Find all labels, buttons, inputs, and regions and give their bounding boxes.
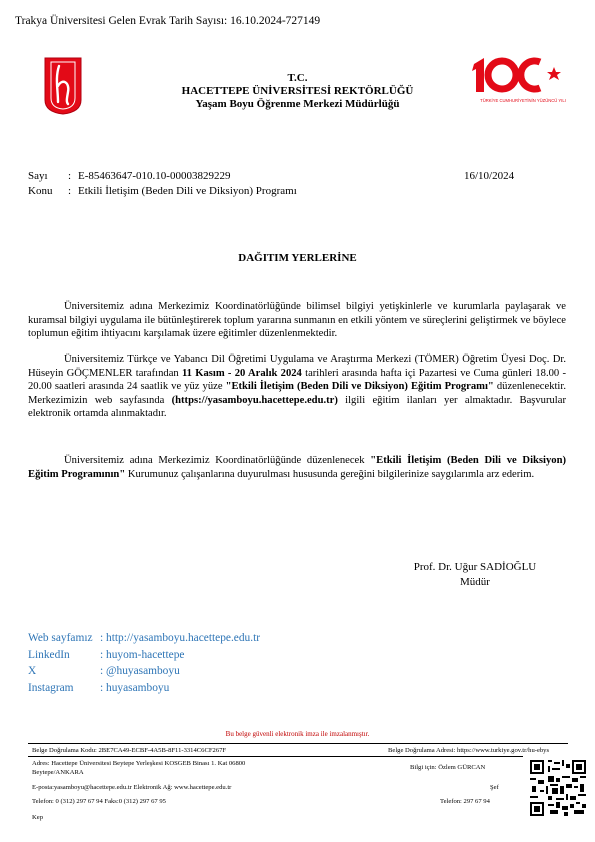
link-x[interactable]: X : @huyasamboyu — [28, 665, 180, 677]
footer-phone: Telefon: 0 (312) 297 67 94 Faks:0 (312) 297 67 95 — [32, 798, 166, 805]
signatory-role: Müdür — [460, 576, 490, 588]
program-name-2: "Etkili İletişim (Beden Dili ve Diksiyon) Eğitim Programının" — [28, 455, 566, 480]
distribution-title: DAĞITIM YERLERİNE — [238, 252, 357, 264]
republic-100-logo-icon — [468, 54, 578, 106]
signatory-name: Prof. Dr. Uğur SADİOĞLU — [413, 561, 537, 573]
konu-value: Etkili İletişim (Beden Dili ve Diksiyon) Programı — [78, 185, 297, 197]
footer-email: E-posta:yasamboyu@hacettepe.edu.tr Elektronik Ağ: www.hacettepe.edu.tr — [32, 784, 232, 791]
footer-divider — [28, 743, 568, 744]
document-date: 16/10/2024 — [464, 170, 515, 182]
paragraph-2: Üniversitemiz Türkçe ve Yabancı Dil Öğretimi Uygulama ve Araştırma Merkezi (TÖMER) Öğretim Üyesi Doç. Dr. Hüseyin GÖÇMENLER tarafından 11 Kasım - 20 Aralık 2024 tarihleri arasında hafta içi Pazartesi ve Cuma günleri 18.00 - 20.00 saatleri arasında 24 saatlik ve yüz yüze "Etkili İletişim (Beden Dili ve Diksiyon) Eğitim Programı" düzenlenecektir. Merkezimizin web sayfasında (https://yasamboyu.hacettepe.edu.tr) ilgili eğitim ilanları yer almaktadır. Başvurular elektronik ortamda alınmaktadır. — [28, 354, 566, 419]
footer-address-2: Beytepe/ANKARA — [32, 769, 84, 776]
footer-contact-role: Şef — [490, 784, 499, 791]
konu-label: Konu — [28, 185, 53, 197]
letterhead — [150, 72, 445, 111]
signature-block — [400, 560, 550, 590]
header-tc: T.C. — [287, 72, 308, 84]
verification-code: Belge Doğrulama Kodu: 2BE7CA49-ECBF-4A5B-8F11-3314C6CF267F — [32, 747, 227, 754]
footer-address-1: Adres: Hacettepe Üniversitesi Beytepe Yerleşkesi KOSGEB Binası 1. Kat 06800 — [32, 760, 246, 767]
sayi-value: E-85463647-010.10-00003829229 — [78, 170, 231, 182]
program-dates: 11 Kasım - 20 Aralık 2024 — [181, 367, 302, 379]
footer-phone-2: Telefon: 297 67 94 — [440, 798, 490, 805]
link-website[interactable]: Web sayfamız : http://yasamboyu.hacettepe.edu.tr — [28, 632, 261, 644]
logo-caption: TÜRKİYE CUMHURİYETİNİN YÜZÜNCÜ YILI — [480, 98, 566, 103]
program-name: "Etkili İletişim (Beden Dili ve Diksiyon) Eğitim Programı" — [225, 381, 494, 392]
hacettepe-logo-icon — [42, 56, 84, 116]
sayi-label: Sayı — [28, 170, 48, 182]
link-linkedin[interactable]: LinkedIn : huyom-hacettepe — [28, 648, 185, 661]
link-instagram[interactable]: Instagram : huyasamboyu — [28, 681, 170, 694]
verification-qr-code-icon — [530, 760, 586, 816]
footer-contact-person: Bilgi için: Özlem GÜRCAN — [410, 764, 486, 771]
document-meta: Sayı : E-85463647-010.10-00003829229 Konu : Etkili İletişim (Beden Dili ve Diksiyon) Programı — [28, 170, 297, 197]
paragraph-1: Üniversitemiz adına Merkezimiz Koordinatörlüğünde bilimsel bilgiyi yetişkinlerle ve kurumlarla paylaşarak ve kuramsal bilgiyi uygulama ile bütünleştirerek toplum yararına sunmanın en etkili yöntem ve süreçlerini geliştirmek ve böylece toplumun eğitim ihtiyacını karşılamak üzere eğitimler düzenlenmektedir. — [28, 301, 566, 339]
paragraph-3: Üniversitemiz adına Merkezimiz Koordinatörlüğünde düzenlenecek "Etkili İletişim (Beden Dili ve Diksiyon) Eğitim Programının" Kurumunuz çalışanlarına duyurulması hususunda gereğini bilgilerinize saygılarımla arz ederim. — [28, 455, 566, 480]
footer-divider-2 — [28, 756, 523, 757]
incoming-document-note: Trakya Üniversitesi Gelen Evrak Tarih Sayısı: 16.10.2024-727149 — [15, 15, 321, 27]
header-rectorate: HACETTEPE ÜNİVERSİTESİ REKTÖRLÜĞÜ — [181, 85, 414, 97]
esignature-note: Bu belge güvenli elektronik imza ile imzalanmıştır. — [225, 730, 370, 738]
contact-links — [28, 630, 328, 696]
footer-kep: Kep — [32, 814, 43, 821]
header-directorate: Yaşam Boyu Öğrenme Merkezi Müdürlüğü — [195, 98, 400, 110]
verification-address[interactable]: Belge Doğrulama Adresi: https://www.turkiye.gov.tr/hu-ebys — [388, 747, 550, 754]
program-website: (https://yasamboyu.hacettepe.edu.tr) — [171, 394, 338, 406]
